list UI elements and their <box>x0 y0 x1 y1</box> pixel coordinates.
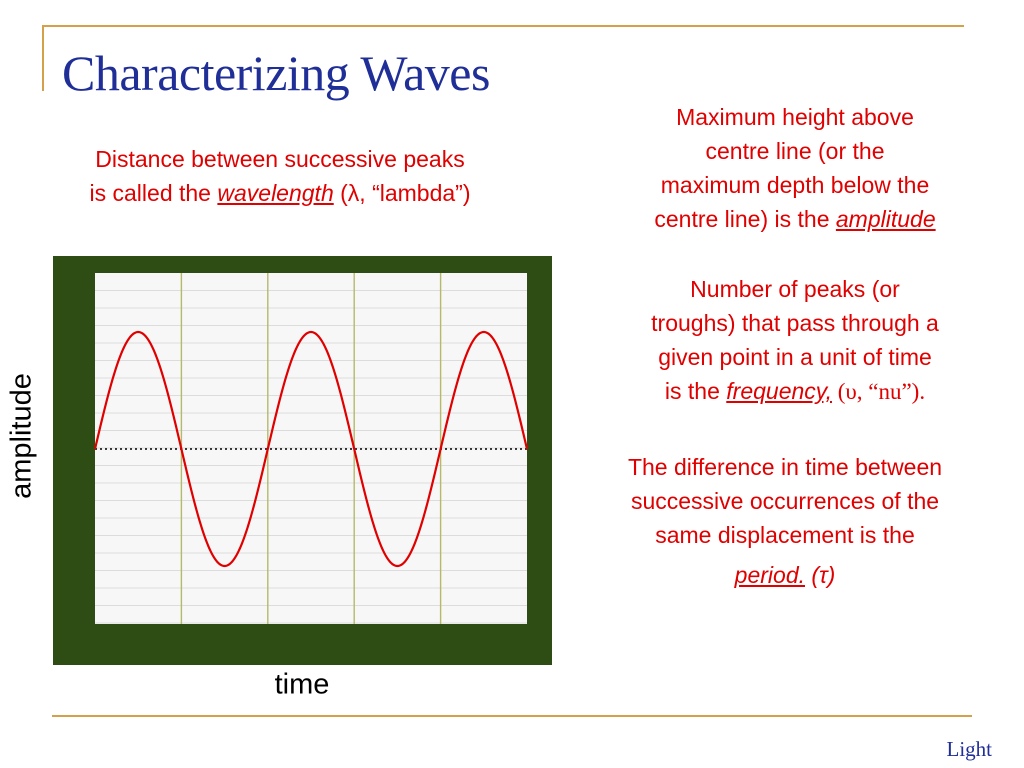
period-term: period. <box>734 562 805 588</box>
slide-title: Characterizing Waves <box>62 45 490 101</box>
period-symbol: (τ) <box>805 562 836 588</box>
wavelength-line-1: Distance between successive peaks <box>95 146 465 172</box>
frequency-line-2: troughs) that pass through a <box>651 310 939 336</box>
amplitude-line-4 <box>595 202 995 236</box>
frequency-term: frequency, <box>726 378 832 404</box>
period-description <box>575 450 995 592</box>
period-line-4 <box>575 558 995 592</box>
left-rule <box>42 25 44 91</box>
wavelength-symbol: (λ, “lambda”) <box>333 180 471 206</box>
top-rule <box>42 25 964 27</box>
amplitude-term: amplitude <box>835 206 936 232</box>
frequency-line-3: given point in a unit of time <box>658 344 932 370</box>
amplitude-line-4-prefix: centre line) is the <box>654 206 836 232</box>
x-axis-label: time <box>274 668 330 701</box>
frequency-line-1: Number of peaks (or <box>690 276 900 302</box>
bottom-rule <box>52 715 972 717</box>
period-line-3: same displacement is the <box>655 522 915 548</box>
wavelength-term: wavelength <box>217 180 334 206</box>
frequency-line-4 <box>595 374 995 409</box>
amplitude-line-3: maximum depth below the <box>660 172 930 198</box>
amplitude-line-1: Maximum height above <box>676 104 914 130</box>
y-axis-label-text: amplitude <box>5 373 38 499</box>
period-line-1: The difference in time between <box>627 454 943 480</box>
frequency-symbol: (υ, “nu”). <box>831 379 926 404</box>
frequency-line-4-prefix: is the <box>664 378 727 404</box>
amplitude-description <box>595 100 995 236</box>
wave-diagram <box>53 256 552 665</box>
wavelength-line-2-prefix: is called the <box>89 180 218 206</box>
frequency-description <box>595 272 995 409</box>
period-line-2: successive occurrences of the <box>630 488 940 514</box>
amplitude-line-2: centre line (or the <box>705 138 885 164</box>
footer-label: Light <box>946 737 992 761</box>
wavelength-description <box>30 142 530 210</box>
wavelength-line-2 <box>30 176 530 210</box>
